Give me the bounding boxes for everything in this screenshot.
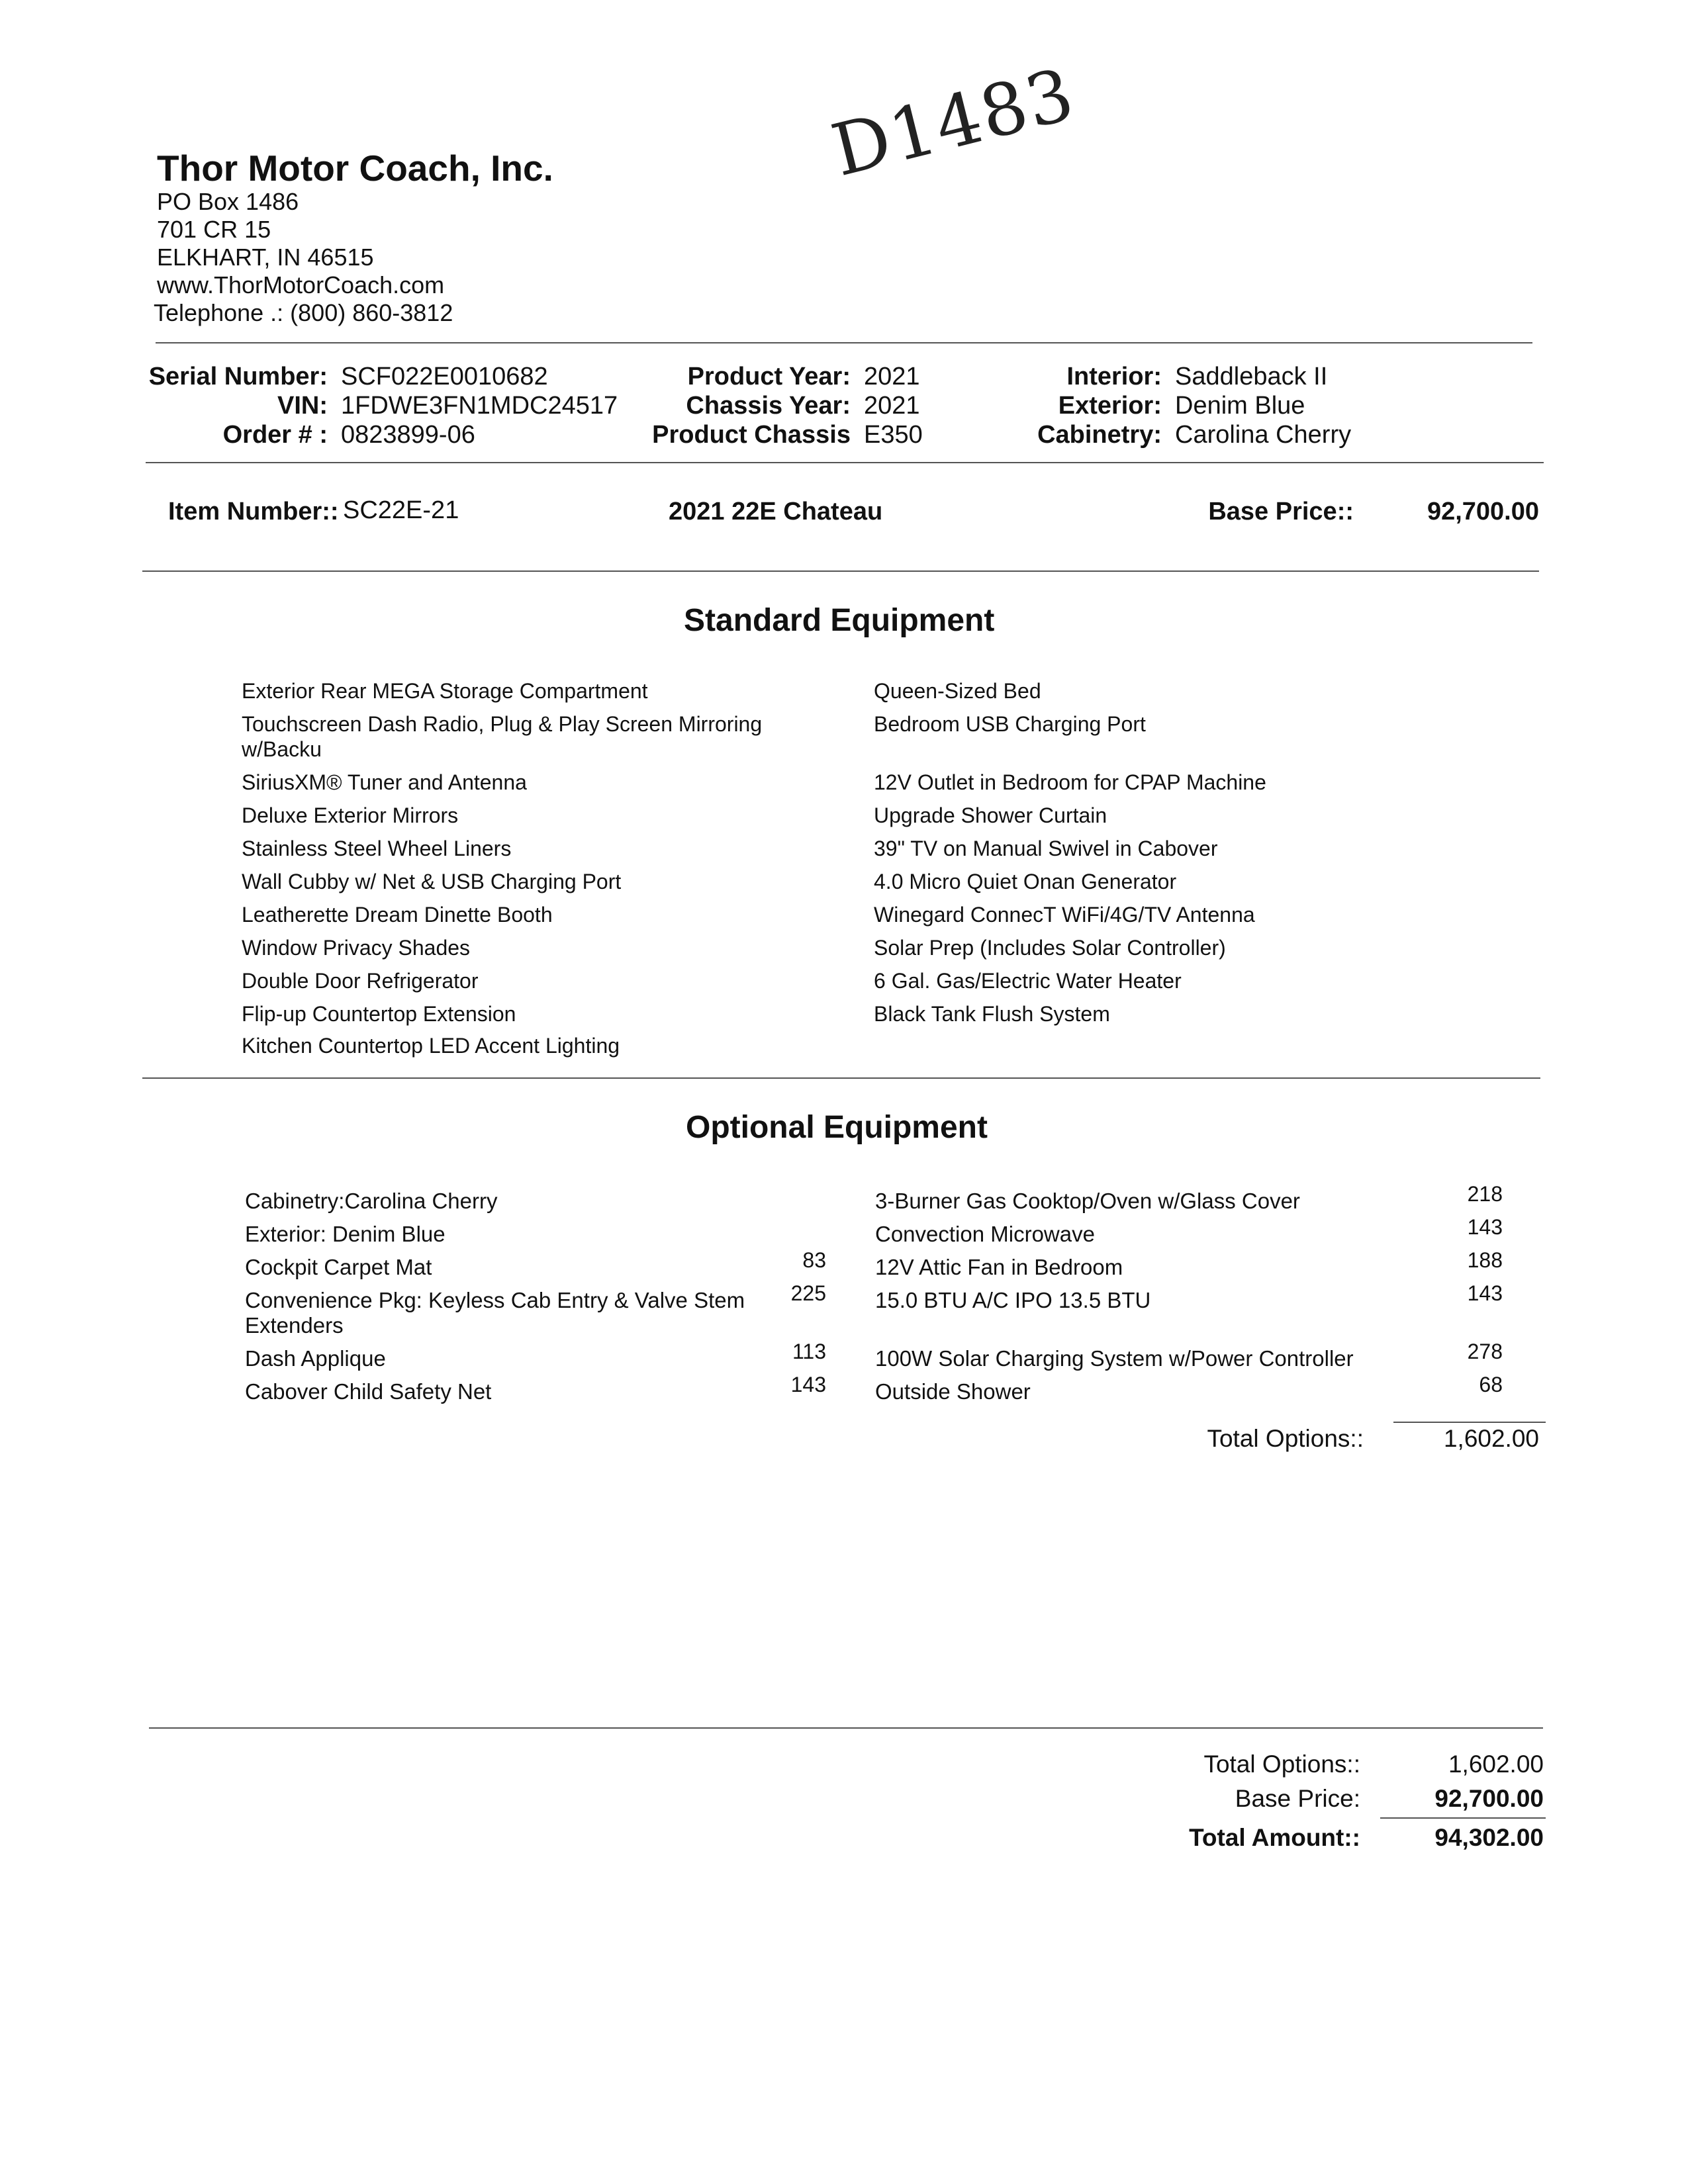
product-chassis-value: E350 [864, 421, 923, 449]
summary-rule [1380, 1817, 1546, 1819]
options-total-label: Total Options:: [1207, 1425, 1364, 1452]
standard-equipment-item: Queen-Sized Bed [874, 679, 1041, 703]
exterior-label: Exterior: [1058, 392, 1162, 420]
optional-equipment-item: Extenders [245, 1313, 344, 1338]
standard-equipment-item: 12V Outlet in Bedroom for CPAP Machine [874, 770, 1266, 794]
optional-equipment-item: Convenience Pkg: Keyless Cab Entry & Valve Stem [245, 1288, 745, 1312]
standard-equipment-item: Stainless Steel Wheel Liners [242, 837, 512, 860]
vin-value: 1FDWE3FN1MDC24517 [341, 392, 618, 420]
standard-equipment-item: 39" TV on Manual Swivel in Cabover [874, 837, 1218, 860]
base-price-label: Base Price:: [1208, 498, 1354, 525]
optional-equipment-item: 3-Burner Gas Cooktop/Oven w/Glass Cover [875, 1189, 1300, 1213]
chassis-year-label: Chassis Year: [686, 392, 851, 420]
summary-base-price-value: 92,700.00 [1434, 1785, 1544, 1812]
product-year-value: 2021 [864, 363, 920, 390]
optional-equipment-price: 113 [792, 1340, 826, 1363]
standard-equipment-item: Winegard ConnecT WiFi/4G/TV Antenna [874, 903, 1255, 927]
divider [142, 570, 1539, 572]
standard-equipment-item: 6 Gal. Gas/Electric Water Heater [874, 969, 1182, 993]
handwritten-note: D1483 [824, 53, 1083, 193]
optional-equipment-item: 100W Solar Charging System w/Power Controller [875, 1346, 1354, 1371]
divider [142, 1077, 1540, 1079]
product-year-label: Product Year: [687, 363, 851, 390]
optional-equipment-price: 83 [802, 1248, 826, 1272]
optional-equipment-price: 143 [1467, 1281, 1503, 1305]
summary-total-amount-value: 94,302.00 [1434, 1824, 1544, 1851]
optional-equipment-item: Cockpit Carpet Mat [245, 1255, 432, 1279]
divider [156, 342, 1532, 343]
divider [149, 1727, 1543, 1729]
optional-equipment-price: 68 [1479, 1373, 1503, 1396]
cabinetry-value: Carolina Cherry [1175, 421, 1352, 449]
interior-label: Interior: [1066, 363, 1162, 390]
optional-equipment-item: 12V Attic Fan in Bedroom [875, 1255, 1123, 1279]
company-street: 701 CR 15 [157, 216, 271, 243]
optional-equipment-item: Cabinetry:Carolina Cherry [245, 1189, 498, 1213]
product-chassis-label: Product Chassis [652, 421, 851, 449]
standard-equipment-item: Double Door Refrigerator [242, 969, 479, 993]
optional-equipment-item: Cabover Child Safety Net [245, 1379, 492, 1404]
standard-equipment-item: Window Privacy Shades [242, 936, 471, 960]
optional-equipment-price: 225 [790, 1281, 826, 1305]
item-number-label: Item Number:: [168, 498, 339, 525]
optional-equipment-item: Outside Shower [875, 1379, 1031, 1404]
optional-equipment-price: 278 [1467, 1340, 1503, 1363]
vin-label: VIN: [277, 392, 328, 420]
optional-equipment-item: Exterior: Denim Blue [245, 1222, 445, 1246]
company-telephone: Telephone .: (800) 860-3812 [154, 299, 453, 326]
interior-value: Saddleback II [1175, 363, 1328, 390]
model-name: 2021 22E Chateau [669, 498, 883, 525]
standard-equipment-item: Flip-up Countertop Extension [242, 1002, 516, 1026]
optional-equipment-item: 15.0 BTU A/C IPO 13.5 BTU [875, 1288, 1151, 1312]
standard-equipment-item: SiriusXM® Tuner and Antenna [242, 770, 527, 794]
summary-total-amount-label: Total Amount:: [1189, 1824, 1360, 1851]
optional-equipment-item: Convection Microwave [875, 1222, 1095, 1246]
standard-equipment-item: Bedroom USB Charging Port [874, 712, 1146, 736]
optional-equipment-title: Optional Equipment [686, 1110, 988, 1145]
order-label: Order # : [222, 421, 328, 449]
summary-total-options-label: Total Options:: [1203, 1751, 1360, 1778]
serial-label: Serial Number: [148, 363, 328, 390]
item-number-value: SC22E-21 [343, 496, 459, 524]
base-price-value: 92,700.00 [1427, 498, 1539, 525]
options-total-value: 1,602.00 [1443, 1425, 1539, 1452]
company-website: www.ThorMotorCoach.com [157, 271, 445, 298]
optional-equipment-price: 143 [1467, 1215, 1503, 1239]
exterior-value: Denim Blue [1175, 392, 1305, 420]
optional-equipment-price: 218 [1467, 1182, 1503, 1206]
serial-value: SCF022E0010682 [341, 363, 548, 390]
standard-equipment-item: Solar Prep (Includes Solar Controller) [874, 936, 1226, 960]
summary-total-options-value: 1,602.00 [1448, 1751, 1544, 1778]
standard-equipment-item: Wall Cubby w/ Net & USB Charging Port [242, 870, 622, 893]
company-city: ELKHART, IN 46515 [157, 244, 374, 271]
cabinetry-label: Cabinetry: [1037, 421, 1162, 449]
summary-base-price-label: Base Price: [1235, 1785, 1360, 1812]
company-po-box: PO Box 1486 [157, 188, 299, 215]
standard-equipment-item: 4.0 Micro Quiet Onan Generator [874, 870, 1177, 893]
company-name: Thor Motor Coach, Inc. [157, 148, 553, 189]
optional-equipment-item: Dash Applique [245, 1346, 386, 1371]
divider [146, 462, 1544, 463]
standard-equipment-item: Touchscreen Dash Radio, Plug & Play Screen Mirroring [242, 712, 763, 736]
total-options-rule [1393, 1422, 1546, 1423]
standard-equipment-item: Upgrade Shower Curtain [874, 803, 1107, 827]
standard-equipment-item: Leatherette Dream Dinette Booth [242, 903, 553, 927]
standard-equipment-item: Exterior Rear MEGA Storage Compartment [242, 679, 648, 703]
standard-equipment-item: w/Backu [242, 737, 322, 761]
standard-equipment-item: Deluxe Exterior Mirrors [242, 803, 459, 827]
standard-equipment-title: Standard Equipment [684, 603, 995, 638]
optional-equipment-price: 188 [1467, 1248, 1503, 1272]
optional-equipment-price: 143 [790, 1373, 826, 1396]
standard-equipment-item: Kitchen Countertop LED Accent Lighting [242, 1034, 620, 1058]
chassis-year-value: 2021 [864, 392, 920, 420]
order-value: 0823899-06 [341, 421, 475, 449]
standard-equipment-item: Black Tank Flush System [874, 1002, 1110, 1026]
